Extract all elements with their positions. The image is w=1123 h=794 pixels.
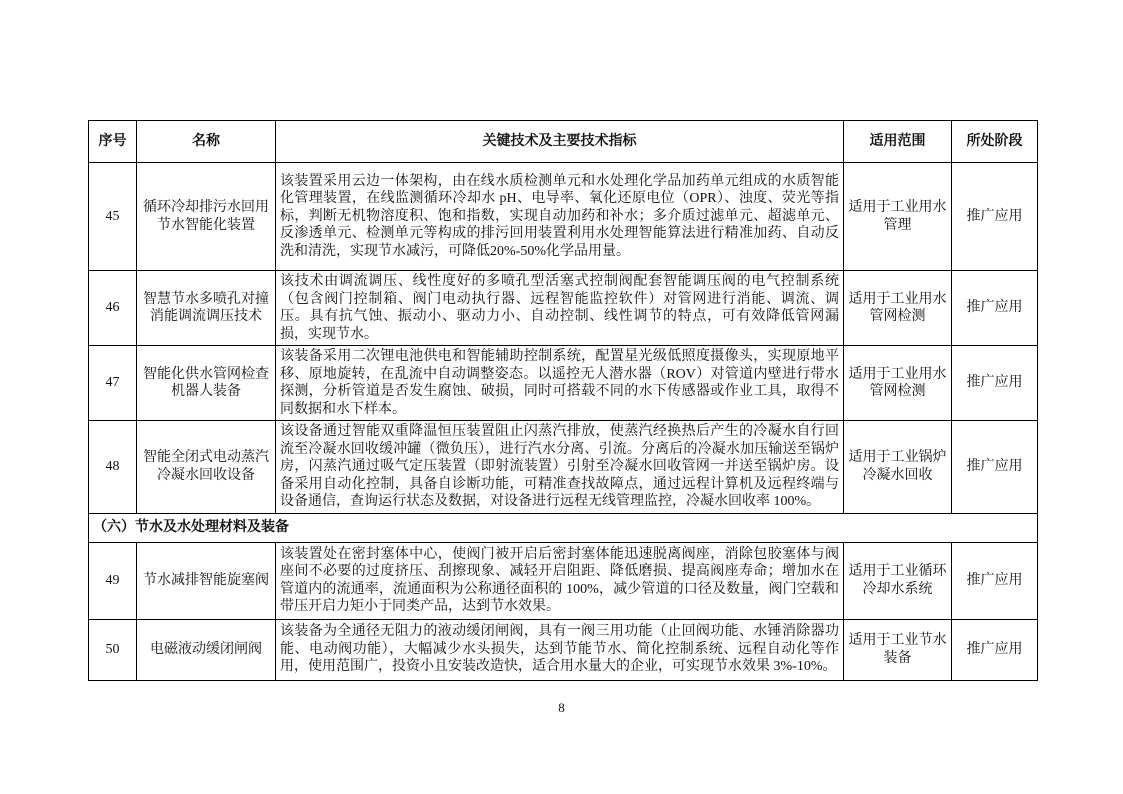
column-header-stage: 所处阶段	[952, 121, 1038, 163]
section-header-label: （六）节水及水处理材料及装备	[89, 513, 1038, 542]
table-row	[89, 346, 1038, 421]
column-header-scope: 适用范围	[844, 121, 952, 163]
cell-name: 电磁液动缓闭闸阀	[137, 619, 276, 680]
section-header-row	[89, 513, 1038, 542]
cell-no: 48	[89, 421, 137, 514]
column-header-no: 序号	[89, 121, 137, 163]
table-header-row	[89, 121, 1038, 163]
cell-stage: 推广应用	[952, 421, 1038, 514]
table-row	[89, 619, 1038, 680]
cell-no: 50	[89, 619, 137, 680]
cell-stage: 推广应用	[952, 542, 1038, 619]
page-number: 8	[558, 700, 565, 715]
table-row	[89, 163, 1038, 271]
cell-tech: 该技术由调流调压、线性度好的多喷孔型活塞式控制阀配套智能调压阀的电气控制系统（包含阀门控制箱、阀门电动执行器、远程智能监控软件）对管网进行消能、调流、调压。具有抗气蚀、振动小、驱动力小、自动控制、线性调节的特点，可有效降低管网漏损，实现节水。	[276, 271, 844, 346]
table-row	[89, 271, 1038, 346]
cell-tech: 该装备为全通径无阻力的液动缓闭闸阀，具有一阀三用功能（止回阀功能、水锤消除器功能、电动阀功能），大幅减少水头损失，达到节能节水、简化控制系统、远程自动化等作用，使用范围广，投资小且安装改造快，适合用水量大的企业，可实现节水效果 3%-10%。	[276, 619, 844, 680]
cell-scope: 适用于工业节水装备	[844, 619, 952, 680]
cell-tech: 该装备采用二次锂电池供电和智能辅助控制系统，配置星光级低照度摄像头，实现原地平移、原地旋转，在乱流中自动调整姿态。以遥控无人潜水器（ROV）对管道内壁进行带水探测，分析管道是否发生腐蚀、破损，同时可搭载不同的水下传感器或作业工具，取得不同数据和水下样本。	[276, 346, 844, 421]
cell-tech: 该装置处在密封塞体中心，使阀门被开启后密封塞体能迅速脱离阀座，消除包胶塞体与阀座间不必要的过度挤压、刮擦现象、减轻开启阻距、降低磨损、提高阀座寿命；增加水在管道内的流通率，流通面积为公称通径面积的 100%，减少管道的口径及数量，阀门空载和带压开启力矩小于同类产品，达到节水效果。	[276, 542, 844, 619]
column-header-name: 名称	[137, 121, 276, 163]
cell-stage: 推广应用	[952, 163, 1038, 271]
cell-no: 47	[89, 346, 137, 421]
cell-tech: 该设备通过智能双重降温恒压装置阻止闪蒸汽排放，使蒸汽经换热后产生的冷凝水自行回流至冷凝水回收缓冲罐（微负压），进行汽水分离、引流。分离后的冷凝水加压输送至锅炉房，闪蒸汽通过吸气定压装置（即射流装置）引射至冷凝水回收管网一并送至锅炉房。设备采用自动化控制，具备自诊断功能，可精准查找故障点，通过远程计算机及远程终端与设备通信，查询运行状态及数据，对设备进行远程无线管理监控，冷凝水回收率 100%。	[276, 421, 844, 514]
cell-scope: 适用于工业用水管理	[844, 163, 952, 271]
cell-stage: 推广应用	[952, 271, 1038, 346]
table-row	[89, 421, 1038, 514]
cell-scope: 适用于工业锅炉冷凝水回收	[844, 421, 952, 514]
cell-tech: 该装置采用云边一体架构，由在线水质检测单元和水处理化学品加药单元组成的水质智能化管理装置，在线监测循环冷却水 pH、电导率、氧化还原电位（OPR）、浊度、荧光等指标，判断无机物溶度积、饱和指数，实现自动加药和补水；多介质过滤单元、超滤单元、反渗透单元、检测单元等构成的排污回用装置利用水处理智能算法进行精准加药、自动反洗和清洗，实现节水减污，可降低20%-50%化学品用量。	[276, 163, 844, 271]
cell-no: 46	[89, 271, 137, 346]
cell-no: 49	[89, 542, 137, 619]
cell-stage: 推广应用	[952, 346, 1038, 421]
column-header-tech: 关键技术及主要技术指标	[276, 121, 844, 163]
cell-name: 循环冷却排污水回用节水智能化装置	[137, 163, 276, 271]
cell-no: 45	[89, 163, 137, 271]
cell-name: 智能化供水管网检查机器人装备	[137, 346, 276, 421]
technology-table	[88, 120, 1038, 681]
cell-name: 节水减排智能旋塞阀	[137, 542, 276, 619]
table-row	[89, 542, 1038, 619]
cell-scope: 适用于工业用水管网检测	[844, 346, 952, 421]
cell-scope: 适用于工业用水管网检测	[844, 271, 952, 346]
cell-name: 智慧节水多喷孔对撞消能调流调压技术	[137, 271, 276, 346]
cell-name: 智能全闭式电动蒸汽冷凝水回收设备	[137, 421, 276, 514]
cell-stage: 推广应用	[952, 619, 1038, 680]
cell-scope: 适用于工业循环冷却水系统	[844, 542, 952, 619]
